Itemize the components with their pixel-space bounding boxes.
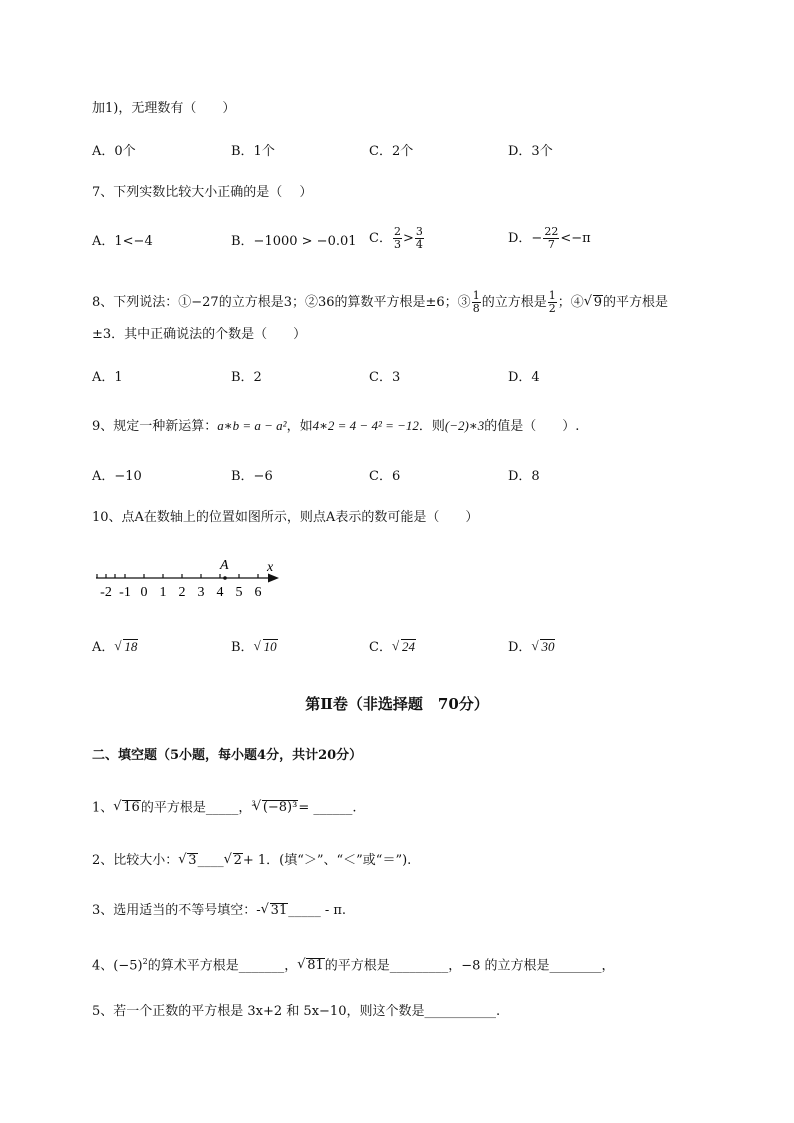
q6-option-b[interactable]: B．1个: [231, 144, 275, 159]
fill-q1: 1、√ 16的平方根是_____，$^3$√ (−8)³= ______.: [92, 796, 357, 816]
q6-option-c[interactable]: C．2个: [369, 144, 414, 159]
sqrt: √ 81: [297, 958, 325, 974]
q9-option-d[interactable]: D．8: [508, 469, 540, 484]
axis-tick-label: 4: [216, 585, 224, 600]
q9-expr: (−2)∗3: [444, 418, 485, 433]
q9-stem: 9、规定一种新运算：a∗b = a − a²，如4∗2 = 4 − 4² = −12．则(−2)∗3的值是（ ）.: [92, 418, 580, 434]
q9-example: 4∗2 = 4 − 4² = −12: [312, 418, 419, 433]
axis-x-label: x: [267, 560, 274, 575]
sqrt: √ 30: [531, 639, 555, 655]
q7-option-c[interactable]: [369, 226, 425, 251]
fill-q4: 4、$(-5)^2$的算术平方根是_______，√ 81的平方根是_________，−8 的立方根是________，: [92, 954, 615, 974]
fraction: $\frac{1}{2}$: [548, 289, 556, 315]
q10-option-d[interactable]: D．√ 30: [508, 639, 555, 656]
q7-stem: 7、下列实数比较大小正确的是（ ）: [92, 185, 313, 200]
fraction: $\frac{3}{4}$: [415, 225, 423, 251]
fill-q3: 3、选用适当的不等号填空：-√ 31_____ - π.: [92, 903, 346, 919]
q8-stem-line2: ±3．其中正确说法的个数是（ ）: [92, 327, 307, 342]
axis-tick-label: 5: [235, 585, 243, 600]
point-a-dot: [223, 576, 227, 580]
sqrt: √ 9: [584, 295, 603, 311]
axis-tick-label: 0: [140, 585, 148, 600]
part2-title: 第Ⅱ卷（非选择题 70分）: [305, 695, 489, 713]
q10-option-b[interactable]: B．√ 10: [231, 639, 278, 656]
q10-stem: 10、点A在数轴上的位置如图所示，则点A表示的数可能是（ ）: [92, 510, 479, 525]
q6-stem-tail: 加1)，无理数有（ ）: [92, 101, 236, 116]
q6-option-a[interactable]: A．0个: [92, 144, 136, 159]
q8-stem-line1: 8、下列说法：①−27的立方根是3；②36的算数平方根是±6；③ $\frac{1}{8}$ 的立方根是 $\frac{1}{2}$ ；④√ 9的平方根是: [92, 290, 668, 315]
cube-root: √ (−8)³: [253, 800, 299, 816]
sqrt: √ 31: [261, 903, 289, 919]
q8-option-a[interactable]: A．1: [92, 370, 123, 385]
q10-option-a[interactable]: A．√ 18: [92, 639, 138, 656]
q7-d-tail: <−π: [560, 231, 591, 246]
axis-tick-label: -2: [100, 585, 112, 600]
axis-tick-label: 2: [178, 585, 186, 600]
axis-tick-label: 6: [254, 585, 262, 600]
axis-tick-label: 1: [159, 585, 167, 600]
axis-tick-label: -1: [119, 585, 131, 600]
q7-d-label: D．−: [508, 231, 543, 246]
q9-option-b[interactable]: B．−6: [231, 469, 273, 484]
fraction: $\frac{22}{7}$: [544, 225, 559, 251]
q8-option-d[interactable]: D．4: [508, 370, 540, 385]
sqrt: √ 3: [178, 853, 197, 869]
axis-tick-label: 3: [197, 585, 205, 600]
fraction: $\frac{1}{8}$: [472, 289, 480, 315]
q9-option-c[interactable]: C．6: [369, 469, 401, 484]
q9-option-a[interactable]: A．−10: [92, 469, 142, 484]
sqrt: √ 10: [254, 639, 278, 655]
cube-root-index: 3: [251, 800, 256, 808]
q7-option-d[interactable]: [508, 226, 591, 251]
sqrt: √ 2: [224, 853, 243, 869]
sqrt: √ 18: [114, 639, 138, 655]
q8-option-c[interactable]: C．3: [369, 370, 401, 385]
q9-operation-def: a∗b = a − a²: [217, 418, 287, 433]
q7-c-op: >: [402, 231, 414, 246]
q7-option-b[interactable]: B．−1000 > −0.01: [231, 234, 357, 249]
fill-q2: 2、比较大小：√ 3____√ 2+ 1．(填“＞”、“＜”或“＝”).: [92, 853, 411, 869]
q6-option-d[interactable]: D．3个: [508, 144, 553, 159]
q8-option-b[interactable]: B．2: [231, 370, 262, 385]
sqrt: √ 24: [392, 639, 416, 655]
number-line-figure: [94, 552, 289, 602]
fill-q5: 5、若一个正数的平方根是 3x+2 和 5x−10，则这个数是___________.: [92, 1004, 501, 1019]
section2-heading: 二、填空题（5小题，每小题4分，共计20分）: [92, 748, 363, 763]
q7-option-a[interactable]: A．1<−4: [92, 234, 153, 249]
fraction: $\frac{2}{3}$: [393, 225, 401, 251]
point-a-label: A: [220, 558, 229, 573]
q10-option-c[interactable]: C．√ 24: [369, 639, 416, 656]
sqrt: √ 16: [113, 800, 141, 816]
q7-c-label: C．: [369, 231, 392, 246]
